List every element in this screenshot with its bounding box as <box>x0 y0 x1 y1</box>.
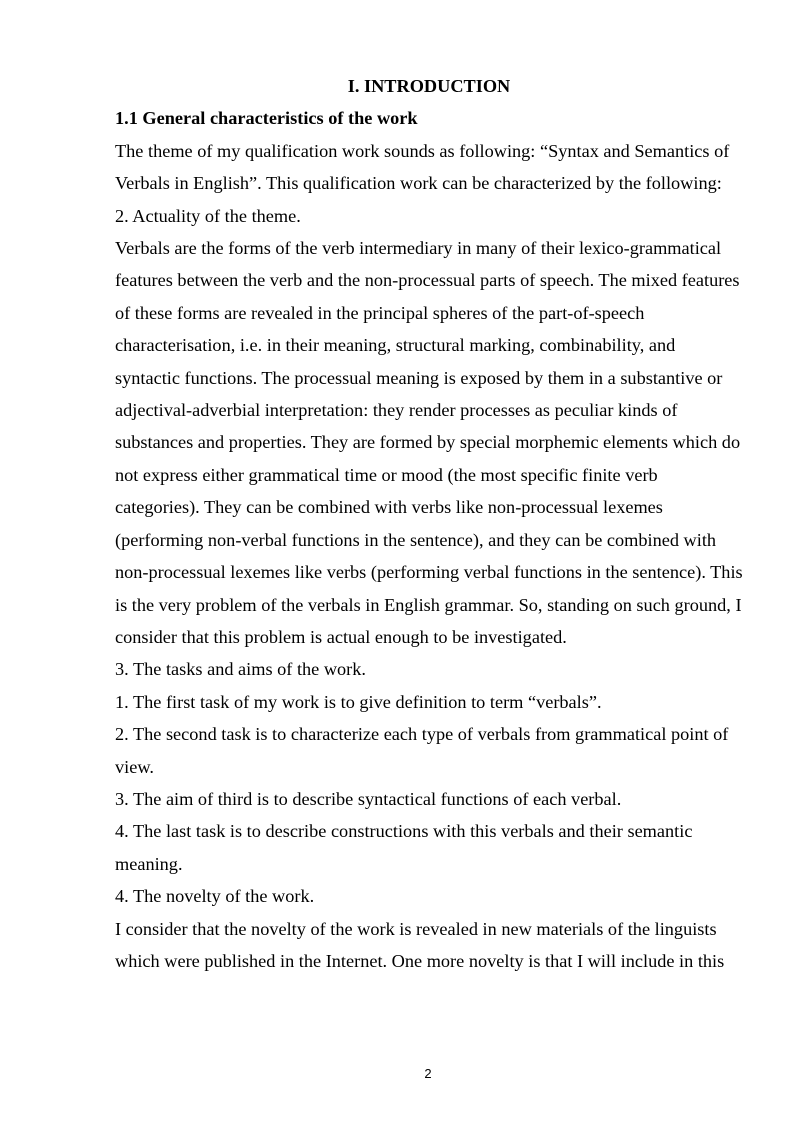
task-item-2: 2. The second task is to characterize each type of verbals from grammatical point of view. <box>115 724 729 777</box>
task-item-1: 1. The first task of my work is to give definition to term “verbals”. <box>115 691 602 712</box>
page-number: 2 <box>424 1066 432 1081</box>
section-title: 1.1 General characteristics of the work <box>115 108 418 129</box>
task-item-4: 4. The last task is to describe constructions with this verbals and their semantic meaning. <box>115 821 693 874</box>
heading-tasks: 3. The tasks and aims of the work. <box>115 659 366 680</box>
heading-novelty: 4. The novelty of the work. <box>115 886 315 907</box>
paragraph-verbals: Verbals are the forms of the verb intermediary in many of their lexico-grammatical features between the verb and the non-processual parts of speech. The mixed features of these forms are revealed in the principal spheres of the part-of-speech characterisation, i.e. in their meaning, structural marking, combinability, and syntactic functions. The processual meaning is exposed by them in a substantive or adjectival-adverbial interpretation: they render processes as peculiar kinds of substances and properties. They are formed by special morphemic elements which do not express either grammatical time or mood (the most specific finite verb categories). They can be combined with verbs like non-processual lexemes (performing non-verbal functions in the sentence), and they can be combined with non-processual lexemes like verbs (performing verbal functions in the sentence). This is the very problem of the verbals in English grammar. So, standing on such ground, I consider that this problem is actual enough to be investigated. <box>115 238 743 647</box>
paragraph-novelty: I consider that the novelty of the work is revealed in new materials of the linguists which were published in the Internet. One more novelty is that I will include in this <box>115 918 725 971</box>
heading-actuality: 2. Actuality of the theme. <box>115 205 301 226</box>
task-item-3: 3. The aim of third is to describe syntactical functions of each verbal. <box>115 788 622 809</box>
paragraph-theme: The theme of my qualification work sounds as following: “Syntax and Semantics of Verbals in English”. This qualification work can be characterized by the following: <box>115 140 730 194</box>
document-page <box>115 70 743 977</box>
chapter-title: I. INTRODUCTION <box>347 76 511 96</box>
